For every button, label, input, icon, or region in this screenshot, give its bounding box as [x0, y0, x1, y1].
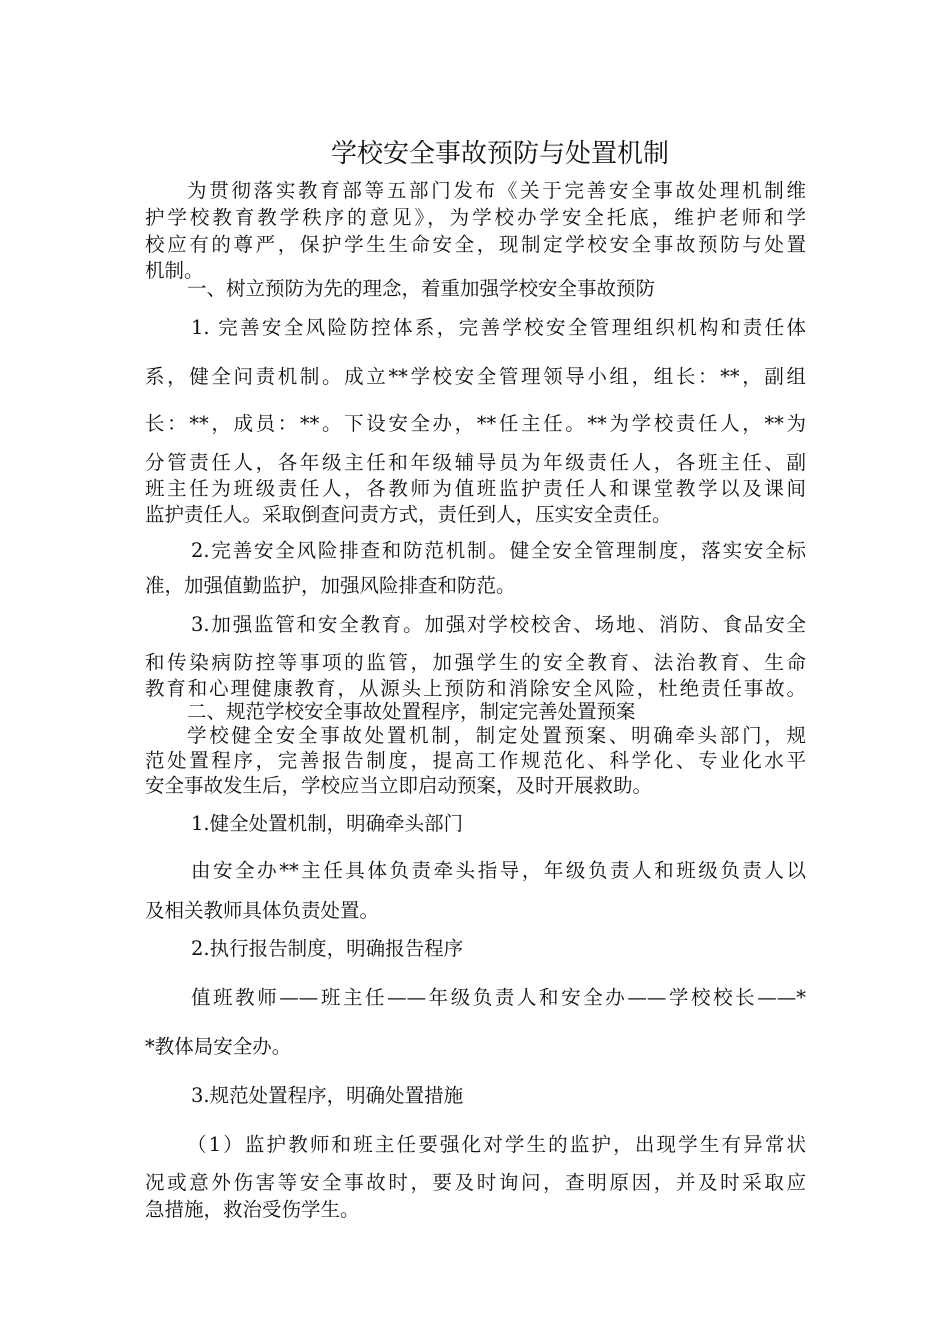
paragraph-line: 值班教师——班主任——年级负责人和安全办——学校校长——*: [191, 986, 806, 1009]
section-heading: 一、树立预防为先的理念，着重加强学校安全事故预防: [187, 277, 656, 300]
paragraph-line: 和传染病防控等事项的监管，加强学生的安全教育、法治教育、生命: [145, 651, 806, 674]
paragraph-line: 安全事故发生后，学校应当立即启动预案，及时开展救助。: [145, 774, 653, 797]
paragraph-line: 3.加强监管和安全教育。加强对学校校舍、场地、消防、食品安全: [191, 613, 806, 636]
paragraph-line: 为贯彻落实教育部等五部门发布《关于完善安全事故处理机制维: [187, 179, 806, 202]
paragraph-line: 范处置程序，完善报告制度，提高工作规范化、科学化、专业化水平: [145, 749, 806, 772]
paragraph-line: 机制。: [145, 259, 204, 282]
paragraph-line: 急措施，救治受伤学生。: [145, 1198, 360, 1221]
paragraph-line: 及相关教师具体负责处置。: [145, 899, 380, 922]
paragraph-line: 监护责任人。采取倒查问责方式，责任到人，压实安全责任。: [145, 503, 672, 526]
paragraph-line: 准，加强值勤监护，加强风险排查和防范。: [145, 574, 516, 597]
paragraph-line: 长：**，成员：**。下设安全办，**任主任。**为学校责任人，**为: [145, 412, 806, 435]
paragraph-line: 校应有的尊严，保护学生生命安全，现制定学校安全事故预防与处置: [145, 233, 806, 256]
paragraph-line: （1）监护教师和班主任要强化对学生的监护，出现学生有异常状: [187, 1133, 806, 1156]
paragraph-line: 系，健全问责机制。成立**学校安全管理领导小组，组长：**，副组: [145, 365, 806, 388]
paragraph-line: 班主任为班级责任人，各教师为值班监护责任人和课堂教学以及课间: [145, 477, 806, 500]
paragraph-line: 教育和心理健康教育，从源头上预防和消除安全风险，杜绝责任事故。: [145, 677, 806, 700]
paragraph-line: *教体局安全办。: [145, 1035, 292, 1058]
paragraph-line: 护学校教育教学秩序的意见》，为学校办学安全托底，维护老师和学: [145, 206, 806, 229]
paragraph-line: 分管责任人，各年级主任和年级辅导员为年级责任人，各班主任、副: [145, 451, 806, 474]
subsection-heading: 3.规范处置程序，明确处置措施: [191, 1084, 464, 1107]
section-heading: 二、规范学校安全事故处置程序，制定完善处置预案: [187, 700, 636, 723]
subsection-heading: 1.健全处置机制，明确牵头部门: [191, 812, 464, 835]
paragraph-line: 2.完善安全风险排查和防范机制。健全安全管理制度，落实安全标: [191, 539, 806, 562]
paragraph-line: 由安全办**主任具体负责牵头指导，年级负责人和班级负责人以: [191, 859, 806, 882]
subsection-heading: 2.执行报告制度，明确报告程序: [191, 937, 464, 960]
page-title: 学校安全事故预防与处置机制: [330, 139, 669, 169]
paragraph-line: 况或意外伤害等安全事故时，要及时询问，查明原因，并及时采取应: [145, 1171, 806, 1194]
paragraph-line: 1. 完善安全风险防控体系，完善学校安全管理组织机构和责任体: [191, 316, 806, 339]
paragraph-line: 学校健全安全事故处置机制，制定处置预案、明确牵头部门，规: [187, 724, 806, 747]
